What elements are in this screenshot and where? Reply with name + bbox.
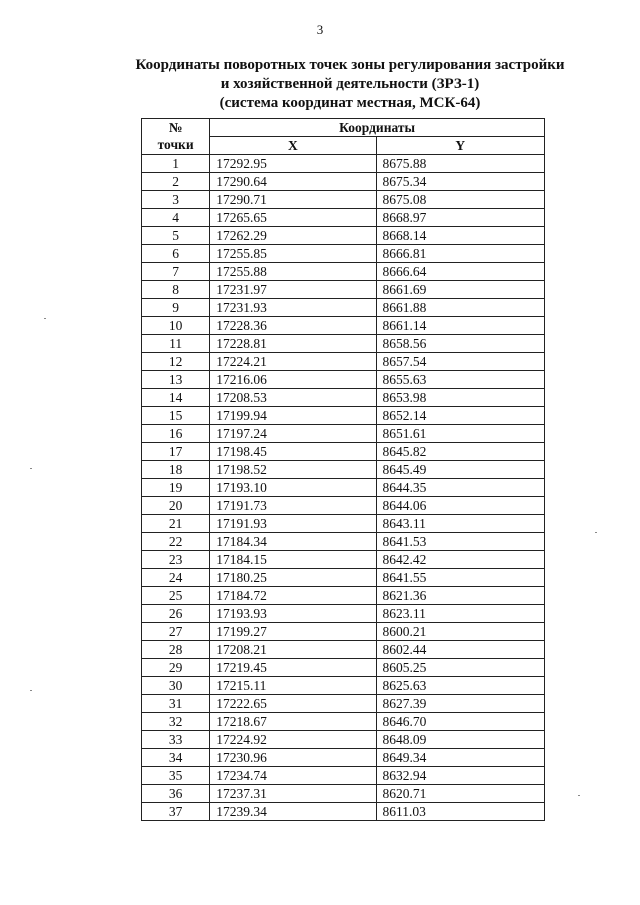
table-row: [142, 623, 545, 641]
table-row: [142, 569, 545, 587]
y-coordinate-cell: 8600.21: [376, 623, 544, 641]
x-coordinate-cell: 17193.10: [210, 479, 376, 497]
y-coordinate-cell: 8643.11: [376, 515, 544, 533]
x-coordinate-cell: 17191.93: [210, 515, 376, 533]
point-number-cell: 15: [142, 407, 210, 425]
x-coordinate-cell: 17292.95: [210, 155, 376, 173]
point-number-cell: 19: [142, 479, 210, 497]
y-coordinate-cell: 8632.94: [376, 767, 544, 785]
point-number-cell: 9: [142, 299, 210, 317]
y-coordinate-cell: 8668.97: [376, 209, 544, 227]
header-coordinates: Координаты: [210, 119, 545, 137]
y-coordinate-cell: 8651.61: [376, 425, 544, 443]
point-number-cell: 3: [142, 191, 210, 209]
x-coordinate-cell: 17208.21: [210, 641, 376, 659]
x-coordinate-cell: 17290.64: [210, 173, 376, 191]
y-coordinate-cell: 8644.35: [376, 479, 544, 497]
x-coordinate-cell: 17255.88: [210, 263, 376, 281]
document-title: [60, 56, 640, 113]
table-row: [142, 317, 545, 335]
y-coordinate-cell: 8675.88: [376, 155, 544, 173]
point-number-cell: 28: [142, 641, 210, 659]
y-coordinate-cell: 8645.49: [376, 461, 544, 479]
x-coordinate-cell: 17228.81: [210, 335, 376, 353]
table-row: [142, 713, 545, 731]
y-coordinate-cell: 8621.36: [376, 587, 544, 605]
point-number-cell: 8: [142, 281, 210, 299]
header-x: X: [210, 137, 376, 155]
x-coordinate-cell: 17180.25: [210, 569, 376, 587]
point-number-cell: 30: [142, 677, 210, 695]
point-number-cell: 13: [142, 371, 210, 389]
title-line-1: Координаты поворотных точек зоны регулирования застройки: [135, 57, 565, 73]
title-line-2: и хозяйственной деятельности (ЗРЗ-1): [220, 76, 480, 92]
table-row: [142, 443, 545, 461]
point-number-cell: 10: [142, 317, 210, 335]
x-coordinate-cell: 17231.93: [210, 299, 376, 317]
x-coordinate-cell: 17218.67: [210, 713, 376, 731]
x-coordinate-cell: 17215.11: [210, 677, 376, 695]
x-coordinate-cell: 17265.65: [210, 209, 376, 227]
y-coordinate-cell: 8653.98: [376, 389, 544, 407]
table-row: [142, 173, 545, 191]
y-coordinate-cell: 8661.69: [376, 281, 544, 299]
table-row: [142, 605, 545, 623]
y-coordinate-cell: 8646.70: [376, 713, 544, 731]
x-coordinate-cell: 17219.45: [210, 659, 376, 677]
table-row: [142, 803, 545, 821]
table-row: [142, 263, 545, 281]
y-coordinate-cell: 8661.88: [376, 299, 544, 317]
x-coordinate-cell: 17199.27: [210, 623, 376, 641]
scan-speck: [30, 468, 32, 469]
point-number-cell: 11: [142, 335, 210, 353]
header-point-number: [142, 119, 210, 137]
table-row: [142, 641, 545, 659]
y-coordinate-cell: 8666.81: [376, 245, 544, 263]
point-number-cell: 23: [142, 551, 210, 569]
header-point-label: точки: [142, 137, 210, 155]
x-coordinate-cell: 17198.52: [210, 461, 376, 479]
y-coordinate-cell: 8655.63: [376, 371, 544, 389]
table-row: [142, 299, 545, 317]
scan-speck: [44, 318, 46, 319]
y-coordinate-cell: 8602.44: [376, 641, 544, 659]
point-number-cell: 25: [142, 587, 210, 605]
y-coordinate-cell: 8644.06: [376, 497, 544, 515]
table-row: [142, 371, 545, 389]
y-coordinate-cell: 8661.14: [376, 317, 544, 335]
x-coordinate-cell: 17290.71: [210, 191, 376, 209]
table-row: [142, 155, 545, 173]
y-coordinate-cell: 8641.53: [376, 533, 544, 551]
x-coordinate-cell: 17184.72: [210, 587, 376, 605]
y-coordinate-cell: 8666.64: [376, 263, 544, 281]
table-row: [142, 353, 545, 371]
point-number-cell: 2: [142, 173, 210, 191]
table-row: [142, 227, 545, 245]
table-row: [142, 209, 545, 227]
y-coordinate-cell: 8648.09: [376, 731, 544, 749]
point-number-cell: 35: [142, 767, 210, 785]
x-coordinate-cell: 17255.85: [210, 245, 376, 263]
y-coordinate-cell: 8605.25: [376, 659, 544, 677]
x-coordinate-cell: 17234.74: [210, 767, 376, 785]
point-number-cell: 12: [142, 353, 210, 371]
x-coordinate-cell: 17184.15: [210, 551, 376, 569]
table-row: [142, 479, 545, 497]
x-coordinate-cell: 17198.45: [210, 443, 376, 461]
point-number-cell: 17: [142, 443, 210, 461]
point-number-cell: 34: [142, 749, 210, 767]
page-number: 3: [316, 22, 324, 37]
header-y: Y: [376, 137, 544, 155]
point-number-cell: 1: [142, 155, 210, 173]
y-coordinate-cell: 8652.14: [376, 407, 544, 425]
table-row: [142, 191, 545, 209]
x-coordinate-cell: 17184.34: [210, 533, 376, 551]
y-coordinate-cell: 8627.39: [376, 695, 544, 713]
table-row: [142, 515, 545, 533]
x-coordinate-cell: 17231.97: [210, 281, 376, 299]
point-number-cell: 21: [142, 515, 210, 533]
y-coordinate-cell: 8657.54: [376, 353, 544, 371]
scan-speck: [30, 690, 32, 691]
x-coordinate-cell: 17197.24: [210, 425, 376, 443]
x-coordinate-cell: 17230.96: [210, 749, 376, 767]
scan-speck: [578, 795, 580, 796]
table-row: [142, 677, 545, 695]
table-row: [142, 533, 545, 551]
x-coordinate-cell: 17199.94: [210, 407, 376, 425]
point-number-cell: 5: [142, 227, 210, 245]
y-coordinate-cell: 8642.42: [376, 551, 544, 569]
coordinates-table: [141, 118, 545, 821]
point-number-cell: 4: [142, 209, 210, 227]
table-row: [142, 731, 545, 749]
table-row: [142, 497, 545, 515]
point-number-cell: 22: [142, 533, 210, 551]
point-number-cell: 32: [142, 713, 210, 731]
point-number-cell: 36: [142, 785, 210, 803]
table-row: [142, 551, 545, 569]
y-coordinate-cell: 8625.63: [376, 677, 544, 695]
point-number-cell: 29: [142, 659, 210, 677]
point-number-cell: 18: [142, 461, 210, 479]
table-row: [142, 785, 545, 803]
point-number-cell: 6: [142, 245, 210, 263]
y-coordinate-cell: 8675.08: [376, 191, 544, 209]
y-coordinate-cell: 8611.03: [376, 803, 544, 821]
x-coordinate-cell: 17262.29: [210, 227, 376, 245]
point-number-cell: 7: [142, 263, 210, 281]
table-row: [142, 461, 545, 479]
x-coordinate-cell: 17193.93: [210, 605, 376, 623]
x-coordinate-cell: 17216.06: [210, 371, 376, 389]
point-number-cell: 27: [142, 623, 210, 641]
table-row: [142, 659, 545, 677]
y-coordinate-cell: 8620.71: [376, 785, 544, 803]
table-row: [142, 407, 545, 425]
table-row: [142, 695, 545, 713]
point-number-cell: 16: [142, 425, 210, 443]
x-coordinate-cell: 17237.31: [210, 785, 376, 803]
point-number-cell: 37: [142, 803, 210, 821]
table-row: [142, 749, 545, 767]
table-row: [142, 767, 545, 785]
x-coordinate-cell: 17224.21: [210, 353, 376, 371]
y-coordinate-cell: 8623.11: [376, 605, 544, 623]
table-row: [142, 335, 545, 353]
y-coordinate-cell: 8649.34: [376, 749, 544, 767]
x-coordinate-cell: 17224.92: [210, 731, 376, 749]
point-number-cell: 24: [142, 569, 210, 587]
point-number-cell: 26: [142, 605, 210, 623]
table-row: [142, 587, 545, 605]
point-number-cell: 14: [142, 389, 210, 407]
y-coordinate-cell: 8668.14: [376, 227, 544, 245]
point-number-cell: 31: [142, 695, 210, 713]
table-row: [142, 425, 545, 443]
y-coordinate-cell: 8658.56: [376, 335, 544, 353]
y-coordinate-cell: 8645.82: [376, 443, 544, 461]
x-coordinate-cell: 17222.65: [210, 695, 376, 713]
point-number-cell: 20: [142, 497, 210, 515]
x-coordinate-cell: 17208.53: [210, 389, 376, 407]
point-number-cell: 33: [142, 731, 210, 749]
table-row: [142, 389, 545, 407]
x-coordinate-cell: 17228.36: [210, 317, 376, 335]
title-line-3: (система координат местная, МСК-64): [219, 95, 481, 111]
scan-speck: [595, 532, 597, 533]
table-row: [142, 245, 545, 263]
header-number-sign: №: [168, 119, 183, 135]
y-coordinate-cell: 8675.34: [376, 173, 544, 191]
x-coordinate-cell: 17191.73: [210, 497, 376, 515]
y-coordinate-cell: 8641.55: [376, 569, 544, 587]
table-row: [142, 281, 545, 299]
x-coordinate-cell: 17239.34: [210, 803, 376, 821]
